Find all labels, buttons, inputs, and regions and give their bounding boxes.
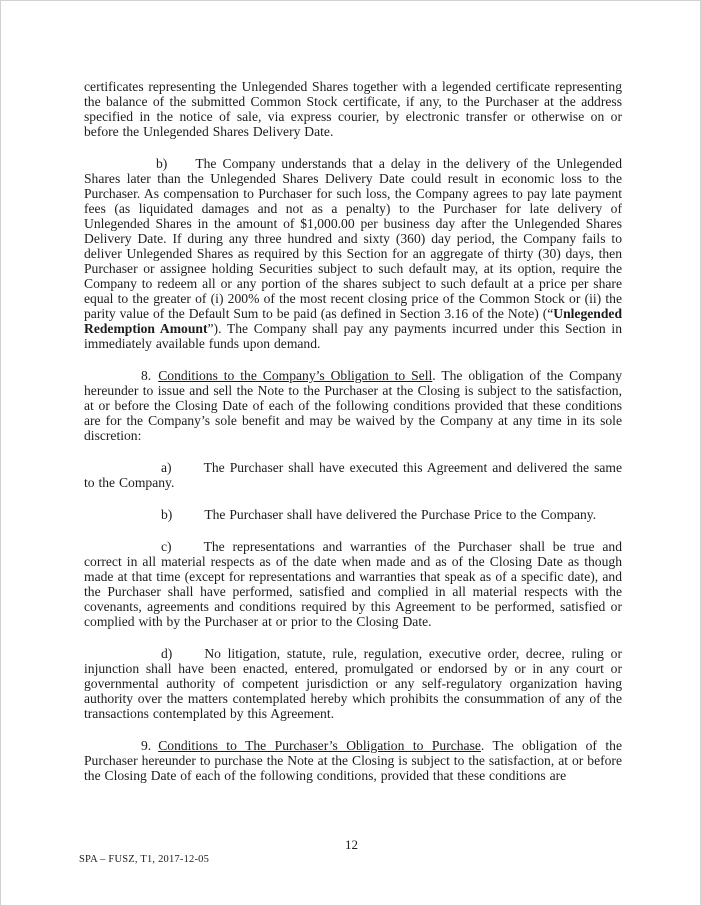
clause-8b (84, 507, 622, 522)
section-8-conditions-to-sell (84, 368, 622, 443)
page-number: 12 (345, 837, 358, 852)
footer-reference: SPA – FUSZ, T1, 2017-12-05 (79, 854, 210, 865)
paragraph-label: 9. (141, 738, 152, 753)
paragraph-label: b) (156, 156, 168, 171)
text-segment: ”). The Company shall pay any payments incurred under this Section in immediately available funds upon demand. (84, 321, 622, 351)
text-segment: The Purchaser shall have executed this Agreement and delivered the same to the Company. (84, 460, 622, 490)
clause-b-late-delivery (84, 156, 622, 351)
text-segment: . The obligation of the Purchaser hereunder to purchase the Note at the Closing is subject to the satisfaction, at or before the Closing Date of each of the following conditions, provided that these conditions are (84, 738, 622, 783)
text-segment: certificates representing the Unlegended Shares together with a legended certificate representing the balance of the submitted Common Stock certificate, if any, to the Purchaser at the address specified in the notice of sale, via express courier, by electronic transfer or otherwise on or before the Unlegended Shares Delivery Date. (84, 79, 622, 139)
text-segment: . The obligation of the Company hereunder to issue and sell the Note to the Purchaser at the Closing is subject to the satisfaction, at or before the Closing Date of each of the following conditions provided that these conditions are for the Company’s sole benefit and may be waived by the Company at any time in its sole discretion: (84, 368, 622, 443)
tab-spacer (172, 518, 204, 519)
section-heading: Conditions to the Company’s Obligation to Sell (158, 368, 433, 383)
tab-spacer (172, 657, 204, 658)
tab-spacer (172, 550, 204, 551)
continuation-paragraph (84, 79, 622, 139)
paragraph-label: b) (161, 507, 173, 522)
defined-term: Unlegended Redemption Amount (84, 306, 622, 336)
clause-8c (84, 539, 622, 629)
tab-spacer (172, 471, 204, 472)
text-segment: The Purchaser shall have delivered the Purchase Price to the Company. (204, 507, 597, 522)
document-body (84, 79, 622, 800)
section-heading: Conditions to The Purchaser’s Obligation to Purchase (158, 738, 481, 753)
paragraph-label: 8. (141, 368, 152, 383)
tab-spacer (167, 167, 195, 168)
section-9-conditions-to-purchase (84, 738, 622, 783)
paragraph-label: c) (161, 539, 172, 554)
paragraph-label: d) (161, 646, 173, 661)
text-segment: No litigation, statute, rule, regulation, executive order, decree, ruling or injunction shall have been enacted, entered, promulgated or endorsed by or in any court or governmental authority of competent jurisdiction or any self-regulatory organization having authority over the matters contemplated hereby which prohibits the consummation of any of the transactions contemplated by this Agreement. (84, 646, 622, 721)
paragraph-label: a) (161, 460, 172, 475)
clause-8a (84, 460, 622, 490)
text-segment: The representations and warranties of the Purchaser shall be true and correct in all material respects as of the date when made and as of the Closing Date as though made at that time (except for representations and warranties that speak as of a specific date), and the Purchaser shall have performed, satisfied and complied in all material respects with the covenants, agreements and conditions required by this Agreement to be performed, satisfied or complied with by the Purchaser at or prior to the Closing Date. (84, 539, 622, 629)
text-segment: The Company understands that a delay in the delivery of the Unlegended Shares later than the Unlegended Shares Delivery Date could result in economic loss to the Purchaser. As compensation to Purchaser for such loss, the Company agrees to pay late payment fees (as liquidated damages and not as a penalty) to the Purchaser for late delivery of Unlegended Shares in the amount of $1,000.00 per business day after the Unlegended Shares Delivery Date. If during any three hundred and sixty (360) day period, the Company fails to deliver Unlegended Shares as required by this Section for an aggregate of thirty (30) days, then Purchaser or assignee holding Securities subject to such default may, at its option, require the Company to redeem all or any portion of the shares subject to such default at a price per share equal to the greater of (i) 200% of the most recent closing price of the Common Stock or (ii) the parity value of the Default Sum to be paid (as defined in Section 3.16 of the Note) (“ (84, 156, 622, 321)
clause-8d (84, 646, 622, 721)
